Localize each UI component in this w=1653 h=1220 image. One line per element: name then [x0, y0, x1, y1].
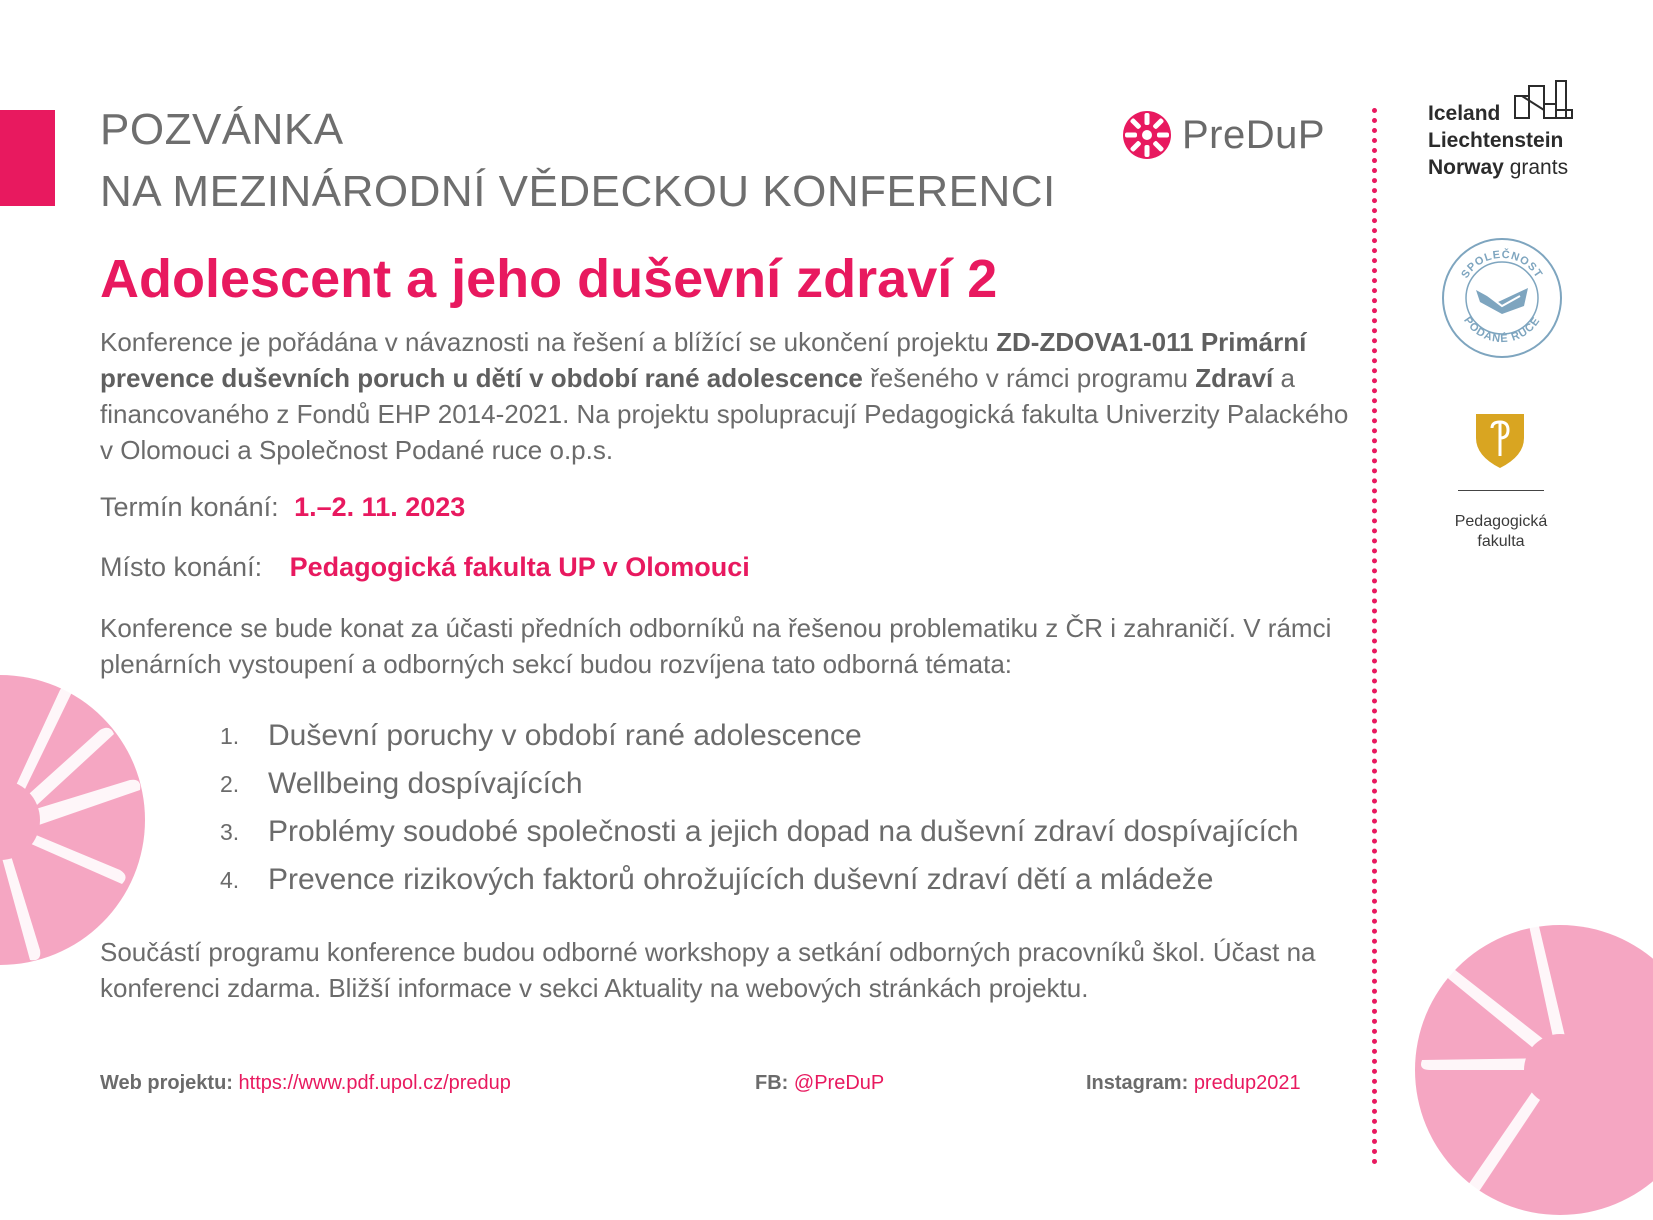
footer-web-link[interactable]: https://www.pdf.upol.cz/predup: [238, 1072, 511, 1094]
intro-text-3: a financovaného z Fondů EHP 2014-2021. Na projektu spolupracují Pedagogická fakulta Univerzity Palackého v Olomouci a Společnost Podané ruce o.p.s.: [100, 363, 1349, 465]
list-item-text: Problémy soudobé společnosti a jejich dopad na duševní zdraví dospívajících: [268, 815, 1299, 848]
conference-title: Adolescent a jeho duševní zdraví 2: [100, 249, 998, 309]
hands-decoration-right: [1410, 920, 1653, 1220]
up-rule: [1458, 490, 1544, 491]
list-item: [220, 712, 1299, 760]
list-item-text: Duševní poruchy v období rané adolescence: [268, 719, 862, 752]
list-item-text: Wellbeing dospívajících: [268, 767, 583, 800]
term-value: 1.–2. 11. 2023: [294, 492, 466, 522]
predup-flower-icon: [1122, 110, 1172, 160]
list-item: [220, 808, 1299, 856]
program-name: Zdraví: [1195, 363, 1274, 393]
up-label: [1430, 512, 1572, 552]
header-line-1: POZVÁNKA: [100, 105, 344, 154]
place-row: [100, 552, 750, 583]
grants-line-iceland: Iceland: [1428, 102, 1501, 125]
footer-instagram: [1086, 1072, 1301, 1095]
list-item-number: 1.: [220, 722, 240, 749]
term-row: [100, 492, 465, 523]
svg-text:SPOLEČNOST: [1459, 248, 1545, 281]
footer-web-label: Web projektu:: [100, 1072, 233, 1094]
intro-text-2: řešeného v rámci programu: [862, 363, 1196, 393]
up-label-line1: Pedagogická: [1454, 513, 1548, 530]
place-value: Pedagogická fakulta UP v Olomouci: [289, 552, 750, 582]
outro-paragraph: Součástí programu konference budou odborné workshopy a setkání odborných pracovníků škol. Účast na konferenci zdarma. Bližší informace v sekci Aktuality na webových stránkách projektu.: [100, 937, 1316, 1003]
header-line-2: NA MEZINÁRODNÍ VĚDECKOU KONFERENCI: [100, 167, 1056, 216]
term-label: Termín konání:: [100, 492, 279, 522]
footer-fb-link[interactable]: @PreDuP: [793, 1072, 885, 1094]
grants-skyline-icon: [1514, 80, 1574, 120]
up-label-line2: fakulta: [1477, 533, 1525, 550]
spolecnost-bottom-text: PODANÉ RUCE: [1461, 314, 1543, 346]
grants-word: grants: [1509, 156, 1569, 179]
intro-text-1: Konference je pořádána v návaznosti na řešení a blížící se ukončení projektu: [100, 327, 997, 357]
list-item: [220, 856, 1299, 904]
dotted-divider: [1372, 108, 1377, 1165]
topics-list: [220, 712, 1299, 904]
list-item-text: Prevence rizikových faktorů ohrožujících duševní zdraví dětí a mládeže: [268, 863, 1214, 896]
footer-instagram-label: Instagram:: [1086, 1072, 1189, 1094]
footer-web: [100, 1072, 511, 1095]
eea-grants-logo: [1428, 100, 1598, 181]
footer-instagram-link[interactable]: predup2021: [1193, 1072, 1301, 1094]
project-name: Primární prevence duševních poruch u dětí v období rané adolescence: [100, 327, 1307, 393]
list-item-number: 4.: [220, 866, 240, 893]
footer-fb: [755, 1072, 884, 1095]
topics-intro: Konference se bude konat za účasti předních odborníků na řešenou problematiku z ČR i zahraničí. V rámci plenárních vystoupení a odborných sekcí budou rozvíjena tato odborná témata:: [100, 613, 1332, 679]
grants-norway: Norway: [1428, 156, 1504, 179]
spolecnost-top-text: SPOLEČNOST: [1459, 248, 1545, 281]
project-code: ZD-ZDOVA1-011: [996, 327, 1194, 357]
up-shield-icon: [1474, 412, 1526, 470]
footer-fb-label: FB:: [755, 1072, 789, 1094]
list-item: [220, 760, 1299, 808]
predup-logo-text: PreDuP: [1182, 112, 1326, 157]
spolecnost-podane-ruce-logo: [1440, 236, 1564, 360]
hands-decoration-left: [0, 670, 150, 970]
place-label: Místo konání:: [100, 552, 263, 582]
grants-line-norway: [1428, 154, 1598, 181]
grants-line-liechtenstein: Liechtenstein: [1428, 129, 1564, 152]
accent-bar: [0, 110, 55, 206]
intro-paragraph: [100, 324, 1350, 468]
list-item-number: 2.: [220, 770, 240, 797]
svg-text:PODANÉ RUCE: [1461, 315, 1543, 345]
list-item-number: 3.: [220, 818, 240, 845]
predup-logo: [1122, 110, 1325, 160]
